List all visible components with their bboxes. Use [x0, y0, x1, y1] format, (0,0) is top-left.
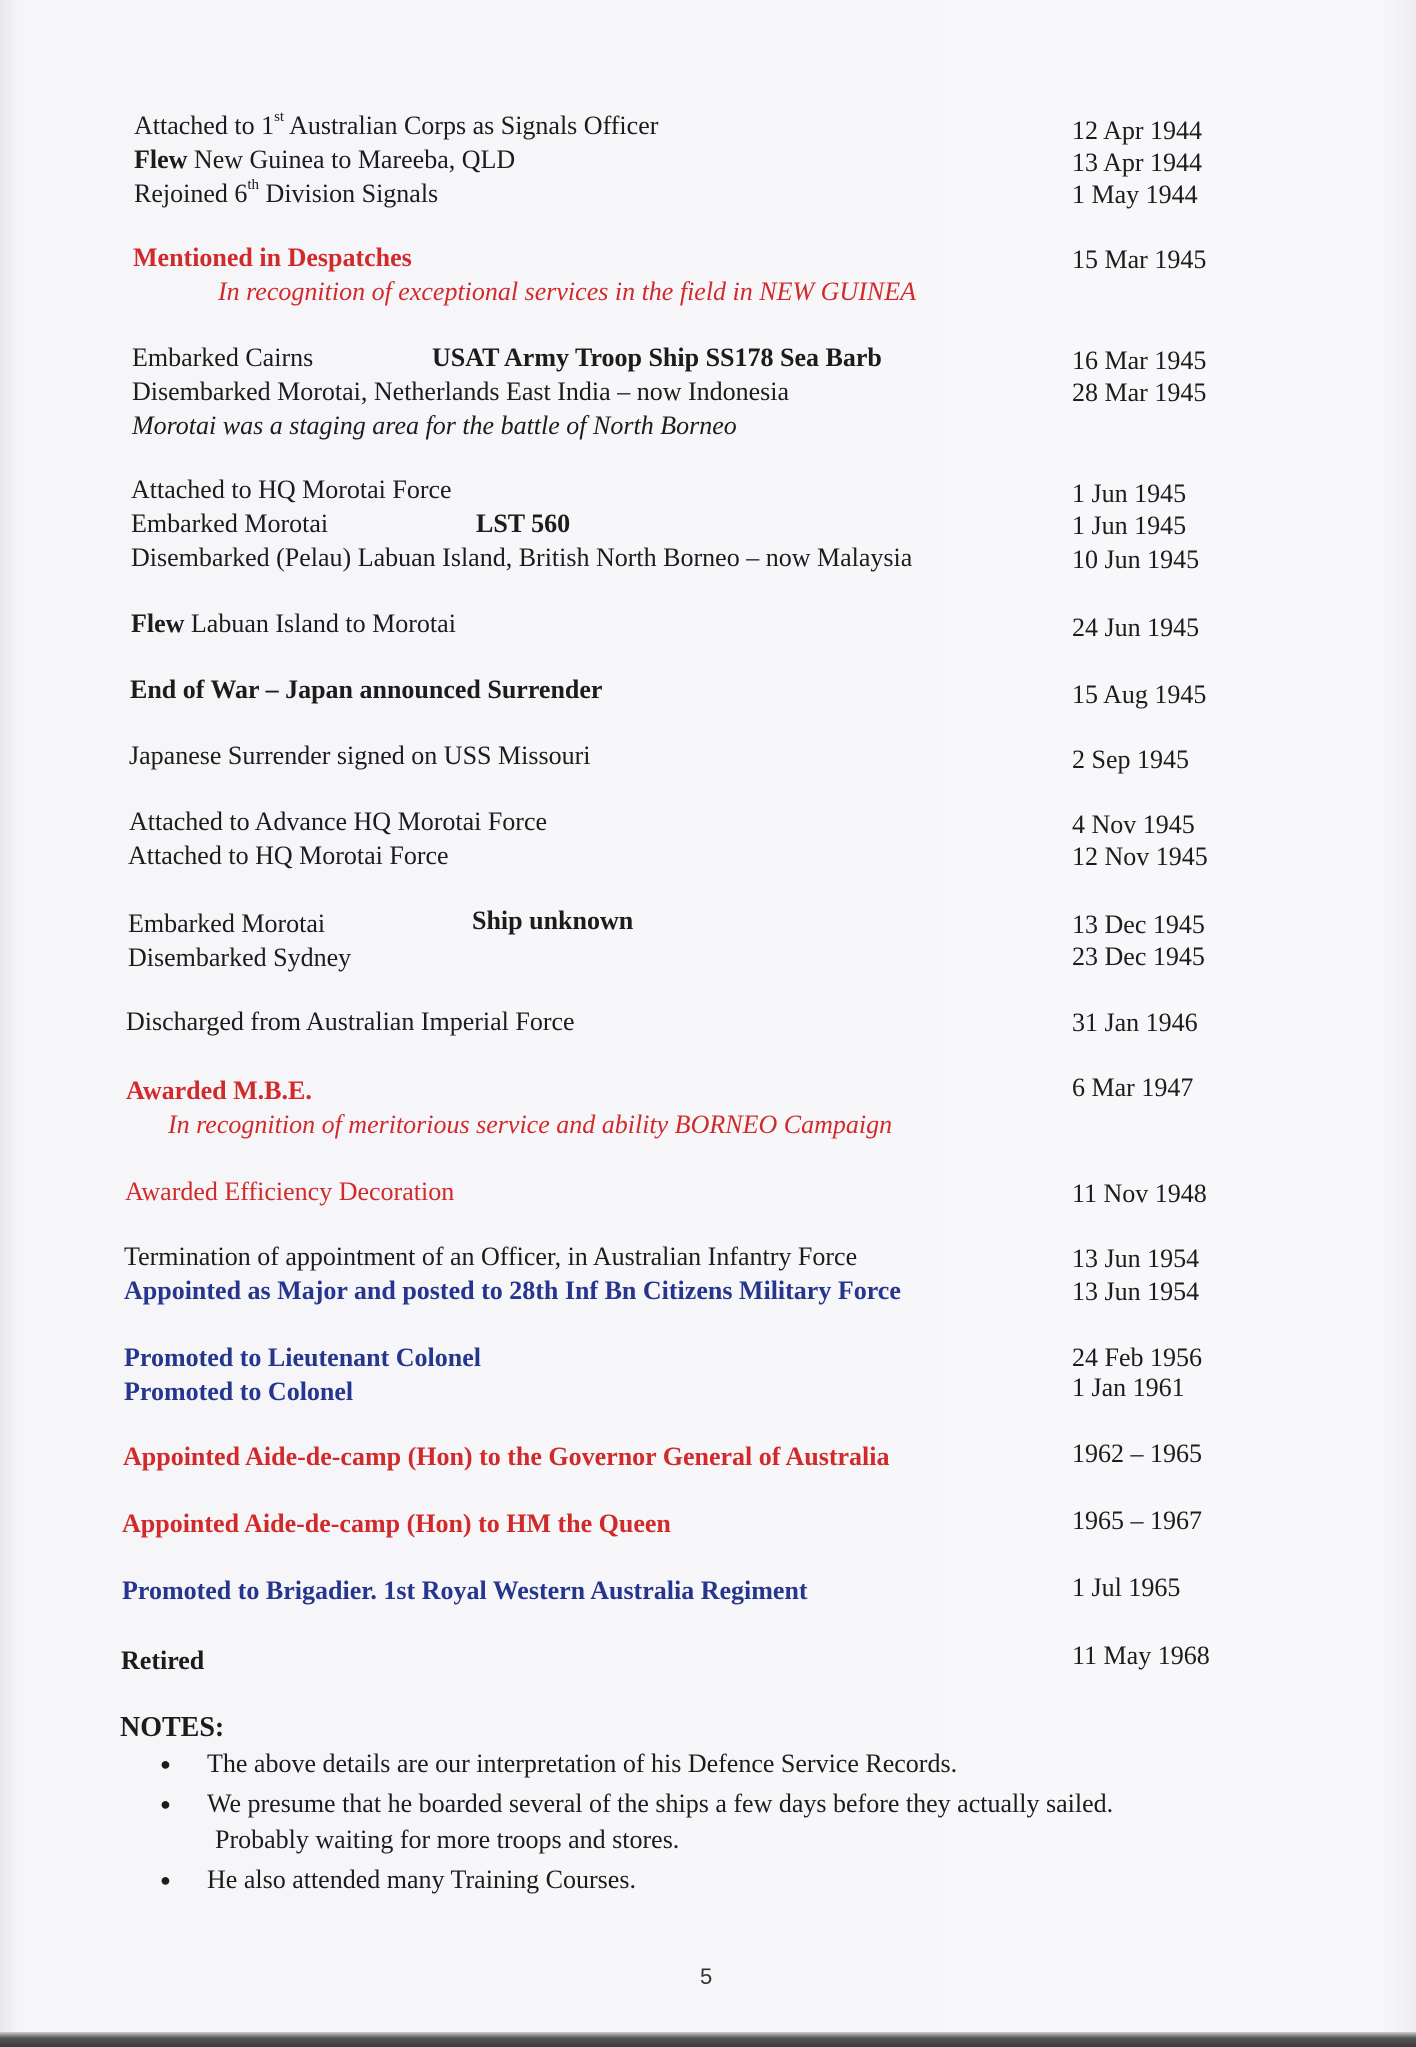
entry-date: 1 Jul 1965: [1072, 1573, 1181, 1602]
entry-row: [0, 241, 1416, 275]
entry-row: [0, 1341, 1416, 1375]
entry-text: Retired: [121, 1646, 205, 1675]
entry-row: [0, 1440, 1416, 1474]
entry-text: Attached to Advance HQ Morotai Force: [129, 807, 548, 836]
entry-date: 15 Mar 1945: [1072, 245, 1207, 274]
entry-date: 16 Mar 1945: [1072, 346, 1207, 375]
entry-date: 15 Aug 1945: [1072, 680, 1207, 709]
entry-row: [0, 1574, 1416, 1608]
entry-group-flight: [0, 607, 1416, 641]
entry-text: Attached to HQ Morotai Force: [128, 841, 449, 870]
notes-item: [160, 1746, 1280, 1782]
entry-text: Disembarked Morotai, Netherlands East India – now Indonesia: [132, 377, 790, 406]
appointment-text: Appointed Aide-de-camp (Hon) to HM the Queen: [122, 1509, 671, 1538]
entry-date: 2 Sep 1945: [1072, 745, 1189, 774]
ordinal-suffix: st: [274, 109, 285, 126]
entry-row: [0, 109, 1416, 143]
entry-row: [0, 177, 1416, 211]
entry-text-post: Australian Corps as Signals Officer: [284, 111, 659, 140]
entry-date: 28 Mar 1945: [1072, 378, 1207, 407]
entry-group-mbe: [0, 1074, 1416, 1142]
entry-date: 1 May 1944: [1072, 180, 1198, 209]
award-title: Awarded Efficiency Decoration: [125, 1177, 455, 1206]
entry-group-promotions: [0, 1341, 1416, 1409]
entry-row: [0, 673, 1416, 707]
entry-keyword: Flew: [131, 609, 185, 638]
entry-text: [131, 607, 456, 641]
appointment-text: Appointed Aide-de-camp (Hon) to the Governor General of Australia: [123, 1442, 890, 1471]
entry-text-pre: Rejoined 6: [134, 179, 248, 208]
promotion-text: Appointed as Major and posted to 28th Inf Bn Citizens Military Force: [124, 1276, 901, 1305]
entry-text: Embarked Cairns: [132, 343, 314, 372]
notes-item-text: He also attended many Training Courses.: [207, 1865, 636, 1894]
entry-row: [0, 739, 1416, 773]
entry-row: [0, 1641, 1416, 1678]
entry-group-despatches: [0, 241, 1416, 309]
entry-group-adc-gg: [0, 1440, 1416, 1474]
award-title: Mentioned in Despatches: [133, 243, 412, 272]
ship-name: USAT Army Troop Ship SS178 Sea Barb: [432, 343, 882, 372]
entry-date: 13 Apr 1944: [1072, 148, 1202, 177]
entry-date: 11 Nov 1948: [1072, 1179, 1207, 1208]
entry-date: 1 Jun 1945: [1072, 479, 1187, 508]
entry-date: 23 Dec 1945: [1072, 942, 1205, 971]
entry-group-1944: [0, 109, 1416, 211]
entry-keyword: Flew: [134, 145, 188, 174]
entry-row: [0, 941, 1416, 975]
ship-name: LST 560: [476, 509, 571, 538]
bullet-icon: ●: [160, 1754, 171, 1774]
entry-group-efficiency: [0, 1175, 1416, 1209]
page-edge-shadow: [0, 2032, 1416, 2047]
entry-group-surrender: [0, 739, 1416, 773]
entry-row: [0, 143, 1416, 177]
entry-row: [0, 1005, 1416, 1039]
entry-date: 31 Jan 1946: [1072, 1008, 1198, 1037]
notes-item-continuation: Probably waiting for more troops and stores.: [215, 1825, 680, 1854]
entry-date: 24 Feb 1956: [1072, 1343, 1202, 1372]
entry-date: 1962 – 1965: [1072, 1439, 1202, 1468]
entry-group-retired: [0, 1641, 1416, 1678]
entry-text: Embarked Morotai: [128, 909, 326, 938]
entry-row: [0, 541, 1416, 575]
entry-group-hq: [0, 805, 1416, 873]
entry-date: 1 Jun 1945: [1072, 511, 1187, 540]
notes-item-text: The above details are our interpretation of his Defence Service Records.: [207, 1749, 958, 1778]
award-citation: In recognition of exceptional services in the field in NEW GUINEA: [218, 277, 916, 306]
entry-text: Disembarked (Pelau) Labuan Island, British North Borneo – now Malaysia: [131, 543, 913, 572]
entry-row: [0, 473, 1416, 507]
entry-text: Termination of appointment of an Officer, in Australian Infantry Force: [124, 1242, 858, 1271]
award-title: Awarded M.B.E.: [126, 1076, 312, 1105]
entry-row: [0, 341, 1416, 375]
entry-text: Discharged from Australian Imperial Force: [126, 1007, 575, 1036]
entry-date: 10 Jun 1945: [1072, 545, 1200, 574]
entry-group-end-of-war: [0, 673, 1416, 707]
notes-item-text: We presume that he boarded several of the ships a few days before they actually sailed.: [207, 1789, 1114, 1818]
entry-row: [0, 1240, 1416, 1274]
entry-text-pre: Attached to 1: [134, 111, 275, 140]
entry-row: [0, 507, 1416, 541]
entry-text: [134, 143, 515, 177]
entry-row: [0, 375, 1416, 409]
promotion-text: Promoted to Colonel: [124, 1377, 354, 1406]
entry-group-return: [0, 907, 1416, 975]
entry-date: 13 Jun 1954: [1072, 1244, 1200, 1273]
entry-date: 6 Mar 1947: [1072, 1073, 1194, 1102]
entry-row: [0, 1274, 1416, 1308]
entry-group-labuan: [0, 473, 1416, 575]
award-citation: In recognition of meritorious service and ability BORNEO Campaign: [168, 1110, 893, 1139]
entry-row: [0, 1074, 1416, 1108]
entry-text: Disembarked Sydney: [128, 943, 352, 972]
entry-date: 13 Jun 1954: [1072, 1277, 1200, 1306]
entry-date: 24 Jun 1945: [1072, 613, 1200, 642]
entry-row: [0, 607, 1416, 641]
entry-group-brigadier: [0, 1574, 1416, 1608]
entry-row: [0, 1108, 1416, 1142]
entry-note: Morotai was a staging area for the battle of North Borneo: [132, 411, 737, 440]
entry-text: [134, 177, 438, 211]
notes-list: [160, 1746, 1280, 1902]
entry-date: 13 Dec 1945: [1072, 910, 1205, 939]
bullet-icon: ●: [160, 1794, 171, 1814]
entry-row: [0, 1375, 1416, 1409]
entry-text: Embarked Morotai: [131, 509, 329, 538]
entry-text-post: Division Signals: [259, 179, 439, 208]
entry-date: 4 Nov 1945: [1072, 810, 1195, 839]
entry-text: Japanese Surrender signed on USS Missouri: [129, 741, 591, 770]
entry-group-adc-queen: [0, 1507, 1416, 1541]
promotion-text: Promoted to Brigadier. 1st Royal Western Australia Regiment: [122, 1576, 808, 1605]
bullet-icon: ●: [160, 1870, 171, 1890]
entry-date: 1965 – 1967: [1072, 1506, 1202, 1535]
entry-row: [0, 805, 1416, 839]
entry-date: 1 Jan 1961: [1072, 1373, 1185, 1402]
entry-text-rest: New Guinea to Mareeba, QLD: [187, 145, 516, 174]
entry-text-rest: Labuan Island to Morotai: [184, 609, 456, 638]
page-number: 5: [700, 1964, 713, 1989]
entry-row: [0, 409, 1416, 443]
ship-name: Ship unknown: [472, 906, 634, 935]
entry-group-discharge: [0, 1005, 1416, 1039]
notes-item: [160, 1862, 1280, 1898]
ordinal-suffix: th: [247, 177, 260, 194]
entry-row: [0, 839, 1416, 873]
notes-heading: NOTES:: [120, 1712, 225, 1743]
entry-row: [0, 1507, 1416, 1541]
entry-row: [0, 275, 1416, 309]
entry-group-1954: [0, 1240, 1416, 1308]
entry-date: 11 May 1968: [1072, 1641, 1210, 1670]
entry-row: [0, 1175, 1416, 1209]
entry-date: 12 Apr 1944: [1072, 116, 1202, 145]
entry-date: 12 Nov 1945: [1072, 842, 1208, 871]
entry-text: End of War – Japan announced Surrender: [130, 675, 603, 704]
entry-row: [0, 907, 1416, 941]
entry-group-sea-barb: [0, 341, 1416, 443]
promotion-text: Promoted to Lieutenant Colonel: [124, 1343, 481, 1372]
entry-text: Attached to HQ Morotai Force: [131, 475, 452, 504]
notes-item: [160, 1786, 1280, 1858]
entry-text: [134, 109, 658, 143]
